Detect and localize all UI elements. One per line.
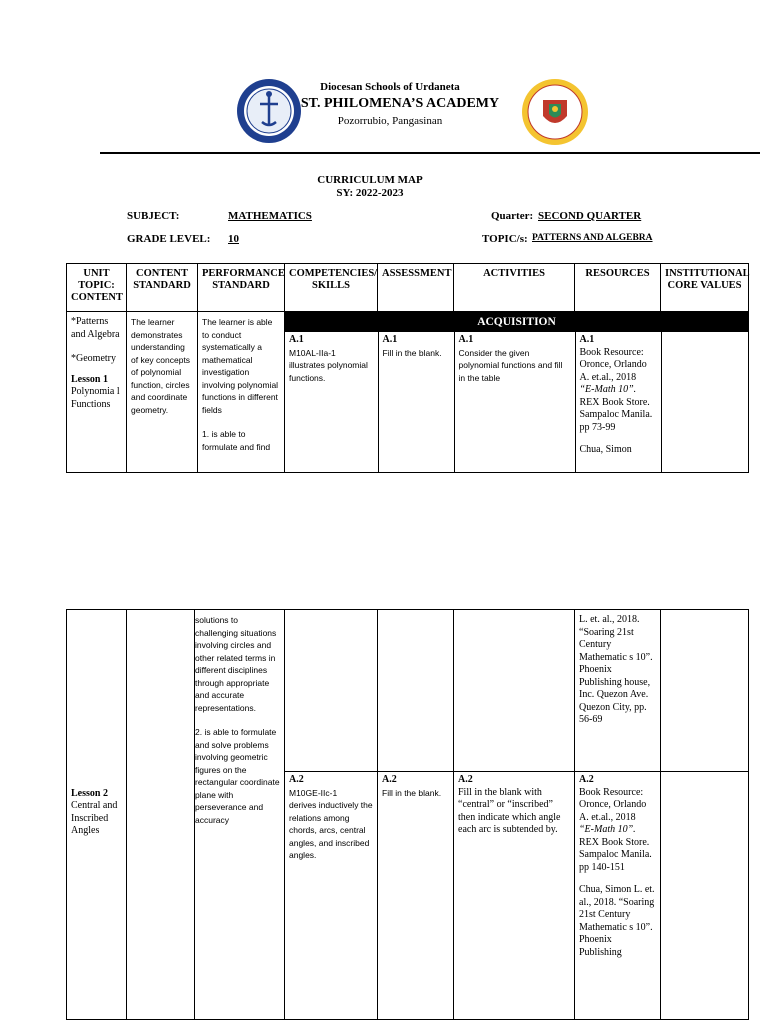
diocese-name: Diocesan Schools of Urdaneta (320, 81, 460, 93)
school-name: ST. PHILOMENA’S ACADEMY (300, 96, 500, 111)
activities-text: Consider the given polynomial functions and fill in the table (458, 347, 563, 383)
performance-standard-text: The learner is able to conduct systematically a mathematical investigation involving polynomial functions in different fields (202, 317, 279, 415)
assessment-text: Fill in the blank. (382, 347, 442, 358)
resources-text-c-2: Chua, Simon L. et. al., 2018. “Soaring 21st Century Mathematic s 10”. Phoenix Publishing (579, 884, 655, 958)
assessment-cont-cell (378, 610, 454, 772)
header-performance-standard: PERFORMANCE STANDARD (198, 264, 285, 312)
acquisition-block (285, 312, 749, 473)
unit-topic-b: *Geometry (71, 353, 116, 364)
unit-topic-a: *Patterns and Algebra (71, 316, 120, 340)
performance-standard-cell (198, 312, 285, 473)
resources-text-a: Book Resource: Oronce, Orlando A. et.al., 2018 (579, 346, 647, 383)
header-activities: ACTIVITIES (454, 264, 575, 312)
assessment-cell-2 (378, 772, 454, 1020)
core-values-cell (661, 332, 749, 472)
resources-text-a-2: Book Resource: Oronce, Orlando A. et.al., 2018 (579, 786, 647, 823)
competency-label: A.1 (289, 334, 304, 345)
unit-topic-cell (67, 312, 127, 473)
header-assessment: ASSESSMENT (378, 264, 454, 312)
table-row (67, 610, 749, 772)
topic-label: TOPIC/s: (482, 233, 528, 245)
content-standard-cont-cell (127, 610, 195, 1020)
grade-value: 10 (228, 233, 239, 245)
resources-text-b: REX Book Store. Sampaloc Manila. pp 73-99 (579, 396, 653, 433)
lesson-2-cell (67, 610, 127, 1020)
performance-standard-cont: solutions to challenging situations involving circles and other related terms in different disciplines through appropriate and accurate representations. (195, 615, 277, 713)
competency-text: illustrates polynomial functions. (289, 360, 368, 383)
resources-cont-cell: L. et. al., 2018. “Soaring 21st Century Mathematic s 10”. Phoenix Publishing house, Inc. Quezon Ave. Quezon City, pp. 56-69 (575, 610, 661, 772)
lesson-2-label: Lesson 2 (71, 787, 108, 799)
competency-code: M10AL-IIa-1 (289, 347, 336, 358)
performance-standard-item-1: 1. is able to formulate and find (202, 429, 271, 452)
lesson-1-title: Polynomia l Functions (71, 386, 120, 410)
assessment-label: A.1 (382, 334, 398, 345)
header-resources: RESOURCES (575, 264, 661, 312)
lesson-1-label: Lesson 1 (71, 373, 108, 385)
resources-book-title-2: “E-Math 10”. (579, 824, 636, 835)
resources-book-title: “E-Math 10”. (579, 384, 637, 395)
assessment-cell (378, 332, 454, 472)
activities-label-2: A.2 (458, 774, 473, 785)
header-divider (100, 152, 760, 154)
core-values-cont-cell (661, 610, 749, 772)
lesson-2-title: Central and Inscribed Angles (71, 800, 118, 836)
quarter-value: SECOND QUARTER (538, 210, 642, 222)
subject-value: MATHEMATICS (228, 210, 312, 222)
activities-cell (454, 332, 575, 472)
resources-cell (575, 332, 661, 472)
assessment-text-2: Fill in the blank. (382, 787, 442, 798)
curriculum-table-part2 (66, 609, 749, 1020)
activities-cont-cell (454, 610, 575, 772)
school-year: SY: 2022-2023 (336, 187, 404, 199)
performance-standard-cont-cell (195, 610, 285, 1020)
resources-label-2: A.2 (579, 774, 594, 785)
resources-cell-2 (575, 772, 661, 1020)
acquisition-banner: ACQUISITION (285, 312, 748, 332)
table-header-row (67, 264, 749, 312)
core-values-cell-2 (661, 772, 749, 1020)
assessment-label-2: A.2 (382, 774, 397, 785)
competency-cont-cell (285, 610, 378, 772)
grade-label: GRADE LEVEL: (127, 233, 211, 245)
quarter-label: Quarter: (491, 210, 534, 222)
activities-text-2: Fill in the blank with “central” or “inscribed” then indicate which angle each arc is subtended by. (458, 786, 561, 835)
subject-label: SUBJECT: (127, 210, 180, 222)
competency-label-2: A.2 (289, 774, 304, 785)
academy-crest-logo (521, 78, 589, 146)
performance-standard-item-2: 2. is able to formulate and solve problems involving geometric figures on the rectangular coordinate plane with perseverance and accuracy (195, 727, 280, 825)
curriculum-table-part1 (66, 263, 749, 473)
content-standard-cell: The learner demonstrates understanding of key concepts of polynomial function, circles and coordinate geometry. (127, 312, 198, 473)
competency-cell-2 (285, 772, 378, 1020)
competency-code-2: M10GE-IIc-1 (289, 787, 338, 798)
activities-label: A.1 (458, 334, 474, 345)
doc-title: CURRICULUM MAP (317, 174, 423, 186)
table-row (67, 312, 749, 473)
resources-label: A.1 (579, 334, 595, 345)
resources-text-c: Chua, Simon (579, 444, 632, 455)
school-location: Pozorrubio, Pangasinan (337, 115, 443, 127)
resources-text-b-2: REX Book Store. Sampaloc Manila. pp 140-151 (579, 836, 652, 873)
competency-cell (285, 332, 378, 472)
competency-text-2: derives inductively the relations among chords, arcs, central angles, and inscribed angles. (289, 800, 373, 860)
activities-cell-2 (454, 772, 575, 1020)
header-competencies: COMPETENCIES/ SKILLS (285, 264, 378, 312)
header-content-standard: CONTENT STANDARD (127, 264, 198, 312)
topic-value: PATTERNS AND ALGEBRA (532, 233, 653, 243)
header-unit-topic: UNIT TOPIC: CONTENT (67, 264, 127, 312)
header-core-values: INSTITUTIONAL CORE VALUES (661, 264, 749, 312)
acquisition-inner-table (285, 332, 749, 472)
school-seal-logo (236, 78, 302, 144)
